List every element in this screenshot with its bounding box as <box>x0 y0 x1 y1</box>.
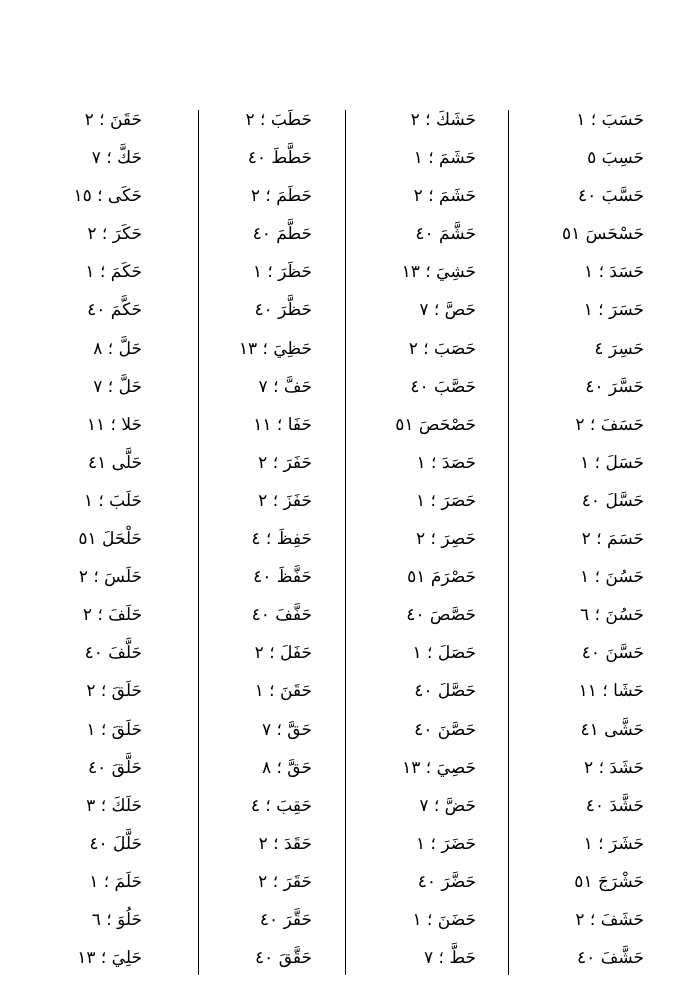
verb-entry: حَسَمَ ؛ ٢ <box>581 529 644 550</box>
verb-entry: حَشَمَ ؛ ١ <box>413 148 476 169</box>
verb-entry: حَصِرَ ؛ ٢ <box>416 529 476 550</box>
verb-entry: حَشَّمَ ٤٠ <box>415 224 476 245</box>
verb-entry: حَلَقَ ؛ ١ <box>86 719 142 740</box>
verb-column-1 <box>504 107 644 983</box>
verb-entry: حَلَّقَ ٤٠ <box>88 757 142 778</box>
verb-entry: حَسَّنَ ٤٠ <box>581 643 644 664</box>
verb-entry: حَفَّفَ ٤٠ <box>251 605 312 626</box>
verb-entry: حَلَمَ ؛ ١ <box>89 871 142 892</box>
verb-entry: حَصَّ ؛ ٧ <box>419 300 476 321</box>
verb-entry: حَشَكَ ؛ ٢ <box>410 110 476 130</box>
verb-entry: حَصَدَ ؛ ١ <box>416 452 476 473</box>
verb-entry: حَقَنَ ؛ ٢ <box>84 110 142 130</box>
verb-entry: حَفَزَ ؛ ٢ <box>258 490 312 511</box>
verb-entry: حَقَرَ ؛ ٢ <box>258 871 312 892</box>
verb-entry: حَشَّى ٤١ <box>580 719 644 740</box>
verb-column-4 <box>2 107 142 983</box>
verb-entry: حَشَفَ ؛ ٢ <box>575 909 644 930</box>
verb-entry: حَسَّرَ ٤٠ <box>585 376 644 397</box>
verb-entry: حَقَدَ ؛ ٢ <box>258 833 312 854</box>
verb-entry: حَطَّ ؛ ٧ <box>424 948 476 969</box>
verb-entry: حَظَرَ ؛ ١ <box>252 262 312 283</box>
verb-entry: حَفَلَ ؛ ٢ <box>254 643 312 664</box>
verb-entry: حَصَّصَ ٤٠ <box>406 605 476 626</box>
verb-entry: حَسُنَ ؛ ٦ <box>580 605 644 626</box>
verb-entry: حَلا ؛ ١١ <box>86 414 142 435</box>
verb-entry: حَصَّلَ ٤٠ <box>414 681 476 702</box>
verb-entry: حَضَرَ ؛ ١ <box>416 833 476 854</box>
verb-entry: حَلْحَلَ ٥١ <box>78 529 142 550</box>
verb-entry: حَقِبَ ؛ ٤ <box>250 795 312 816</box>
verb-entry: حَشْرَجَ ٥١ <box>574 871 644 892</box>
verb-entry: حَكَّمَ ٤٠ <box>87 300 142 321</box>
verb-entry: حَلَّلَ ٤٠ <box>89 833 142 854</box>
verb-entry: حَصْرَمَ ٥١ <box>407 567 476 588</box>
verb-entry: حَطَبَ ؛ ٢ <box>245 110 312 130</box>
verb-column-3 <box>172 107 312 983</box>
verb-entry: حَفَّظَ ٤٠ <box>253 567 312 588</box>
verb-entry: حَشَّدَ ٤٠ <box>585 795 644 816</box>
verb-column-2 <box>336 107 476 983</box>
verb-entry: حَفَرَ ؛ ٢ <box>258 452 312 473</box>
verb-entry: حَلُوَ ؛ ٦ <box>91 909 142 930</box>
verb-entry: حَسَفَ ؛ ٢ <box>575 414 644 435</box>
verb-entry: حَضَنَ ؛ ١ <box>412 909 476 930</box>
verb-entry: حَطَمَ ؛ ٢ <box>250 186 312 207</box>
verb-entry: حَلَكَ ؛ ٣ <box>86 795 142 816</box>
verb-entry: حَسَّبَ ٤٠ <box>577 186 644 207</box>
verb-entry: حَصَبَ ؛ ٢ <box>408 338 476 359</box>
verb-entry: حَسِبَ ٥ <box>587 148 644 169</box>
verb-entry: حَسَبَ ؛ ١ <box>576 110 644 130</box>
verb-entry: حَلَّفَ ٤٠ <box>84 643 142 664</box>
verb-entry: حَلَسَ ؛ ٢ <box>78 567 142 588</box>
verb-entry: حَقَّ ؛ ٧ <box>261 719 312 740</box>
verb-entry: حَضَّرَ ٤٠ <box>417 871 476 892</box>
verb-entry: حَلِيَ ؛ ١٣ <box>77 948 142 969</box>
verb-entry: حَلَفَ ؛ ٢ <box>82 605 142 626</box>
verb-entry: حَصَلَ ؛ ١ <box>412 643 476 664</box>
verb-entry: حَشَرَ ؛ ١ <box>583 833 644 854</box>
verb-entry: حَشَمَ ؛ ٢ <box>413 186 476 207</box>
verb-entry: حَلَقَ ؛ ٢ <box>86 681 142 702</box>
verb-entry: حَسَرَ ؛ ١ <box>583 300 644 321</box>
verb-entry: حَفَا ؛ ١١ <box>253 414 312 435</box>
verb-entry: حَلَبَ ؛ ١ <box>83 490 142 511</box>
verb-entry: حَقَّ ؛ ٨ <box>261 757 312 778</box>
verb-entry: حَشَّفَ ٤٠ <box>577 948 644 969</box>
verb-entry: حَسَّلَ ٤٠ <box>581 490 644 511</box>
verb-entry: حَلَّ ؛ ٧ <box>93 376 142 397</box>
verb-entry: حَظِيَ ؛ ١٣ <box>238 338 312 359</box>
verb-entry: حَلَّ ؛ ٨ <box>93 338 142 359</box>
verb-entry: حَشَدَ ؛ ٢ <box>584 757 644 778</box>
verb-entry: حَضَّ ؛ ٧ <box>419 795 476 816</box>
verb-entry: حَفَّ ؛ ٧ <box>258 376 312 397</box>
verb-entry: حَقَّرَ ٤٠ <box>259 909 312 930</box>
verb-entry: حَصِيَ ؛ ١٣ <box>402 757 476 778</box>
verb-entry: حَصْحَصَ ٥١ <box>395 414 476 435</box>
verb-entry: حَسِرَ ٤ <box>594 338 644 359</box>
verb-entry: حَشَا ؛ ١١ <box>578 681 644 702</box>
verb-entry: حَكَرَ ؛ ٢ <box>87 224 142 245</box>
verb-entry: حَشِيَ ؛ ١٣ <box>401 262 476 283</box>
verb-entry: حَصَّبَ ٤٠ <box>410 376 476 397</box>
verb-entry: حَسُنَ ؛ ١ <box>580 567 644 588</box>
verb-entry: حَسْحَسَ ٥١ <box>562 224 644 245</box>
verb-entry: حَلَّى ٤١ <box>88 452 142 473</box>
verb-entry: حَصَرَ ؛ ١ <box>416 490 476 511</box>
verb-entry: حَكَّ ؛ ٧ <box>91 148 142 169</box>
verb-entry: حَقَنَ ؛ ١ <box>254 681 312 702</box>
verb-entry: حَفِظَ ؛ ٤ <box>251 529 312 550</box>
verb-entry: حَكَمَ ؛ ١ <box>85 262 142 283</box>
verb-entry: حَصَّنَ ٤٠ <box>414 719 476 740</box>
verb-entry: حَقَّقَ ٤٠ <box>255 948 312 969</box>
verb-entry: حَسَدَ ؛ ١ <box>584 262 644 283</box>
verb-entry: حَكَى ؛ ١٥ <box>73 186 142 207</box>
verb-entry: حَطَّمَ ٤٠ <box>252 224 312 245</box>
verb-entry: حَسَلَ ؛ ١ <box>580 452 644 473</box>
verb-entry: حَطَّطَ ٤٠ <box>247 148 312 169</box>
verb-entry: حَظَّرَ ٤٠ <box>254 300 312 321</box>
